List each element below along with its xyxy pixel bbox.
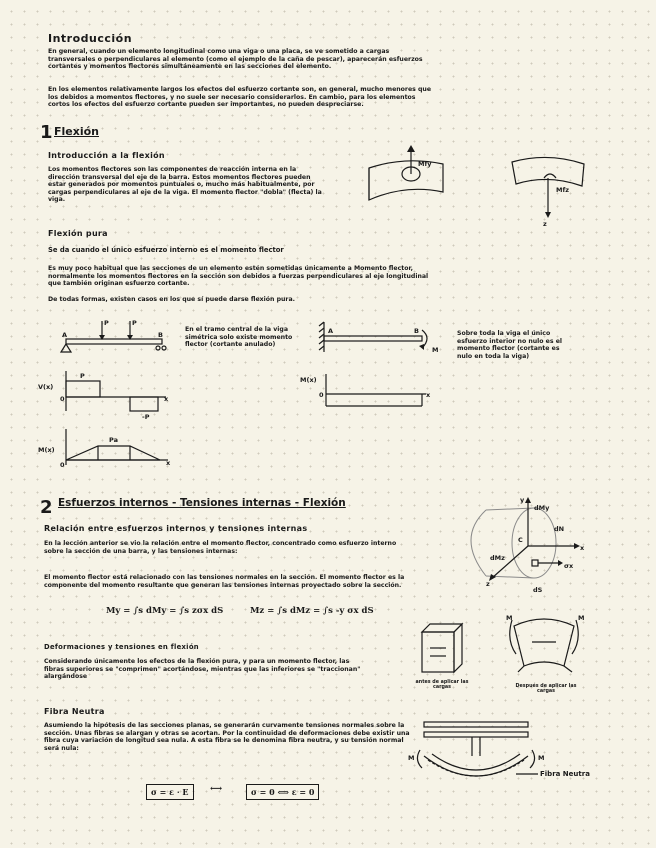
shear-x-label: x — [164, 395, 169, 403]
moment-pa-label: Pa — [109, 436, 118, 444]
cantilever-b: B — [414, 327, 419, 335]
equation-box-hooke: σ = ε · E — [146, 784, 194, 800]
flexion-pura-cases: De todas formas, existen casos en los que sí puede darse flexión pura. — [48, 296, 295, 303]
moment-right-label: M — [578, 614, 585, 622]
flexion-pura-definition: Se da cuando el único esfuerzo interno es el momento flector — [48, 246, 284, 254]
moment-zero: 0 — [60, 461, 65, 469]
fig-c-label: C — [518, 536, 523, 544]
cantilever-a: A — [328, 327, 334, 335]
shear-axis-label: V(x) — [38, 383, 54, 391]
cantilever-beam-figure — [300, 318, 448, 408]
fig-z-axis: z — [486, 580, 490, 588]
fig-sigma-x: σx — [564, 562, 574, 570]
equation-mz: Mz = ∫s dMz = ∫s -y σx dS — [250, 606, 374, 616]
load-p-1: P — [104, 319, 109, 327]
cantilever-zero: 0 — [319, 391, 324, 399]
curved-beam-mfy-figure — [365, 148, 455, 218]
fig-x-axis: x — [580, 544, 585, 552]
section-1-title: Flexión — [54, 125, 99, 138]
fig-dmy: dMy — [534, 504, 550, 512]
beam-support-a: A — [62, 331, 68, 339]
flexion-intro-paragraph: Los momentos flectores son las componentes de reacción interna en la dirección transversal del eje de la barra. Estos momentos flectores pueden estar generados por momentos puntuales o, mucho más habitualmente, por cargas perpendiculares al eje de la viga. El momento flector "dobla" (flecta) la viga. — [48, 166, 322, 204]
neutral-fiber-figure — [406, 716, 556, 796]
block-after-load — [502, 612, 592, 682]
mfy-label: Mfy — [418, 160, 432, 168]
neutral-fig-m-left: M — [408, 754, 415, 762]
equation-my: My = ∫s dMy = ∫s zσx dS — [106, 606, 224, 616]
equation-box-neutral: σ = 0 ⟺ ε = 0 — [246, 784, 319, 800]
relacion-paragraph-1: En la lección anterior se vio la relación entre el momento flector, concentrado como esfuerzo interno sobre la sección de una barra, y las tensiones internas: — [44, 540, 397, 555]
neutral-fig-m-right: M — [538, 754, 545, 762]
mfz-label: Mfz — [556, 186, 570, 194]
section-1-number: 1 — [40, 122, 53, 143]
flexion-intro-heading: Introducción a la flexión — [48, 151, 165, 160]
moment-x-label: x — [166, 459, 171, 467]
fibra-neutra-paragraph: Asumiendo la hipótesis de las secciones planas, se generarán curvamente tensiones normales sobre la sección. Unas fibras se alargan y otras se acortan. Por la continuidad de deformaciones debe existir una fibra cuya variación de longitud sea nula. A esta fibra se le denomina fibra neutra, y su tensión normal será nula: — [44, 722, 410, 752]
shear-zero: 0 — [60, 395, 65, 403]
caption-after-load: Después de aplicar las cargas — [515, 684, 577, 694]
fig-dmz: dMz — [490, 554, 505, 562]
deformaciones-paragraph: Considerando únicamente los efectos de la flexión pura, y para un momento flector, las fibras superiores se "comprimen" acortándose, mientras que las inferiores se "traccionan" alargándose — [44, 658, 361, 681]
fig-dn: dN — [554, 525, 565, 533]
intro-paragraph-2: En los elementos relativamente largos los efectos del esfuerzo cortante son, en general, mucho menores que los debidos a momentos flectores, y no suele ser necesario considerarlos. En cambio, para los elementos cortos los efectos del esfuerzo cortante pueden ser importantes, no pueden despreciarse. — [48, 86, 432, 109]
caption-before-load: antes de aplicar las cargas — [415, 680, 469, 690]
shear-neg-p-label: -P — [142, 413, 150, 421]
relacion-paragraph-2: El momento flector está relacionado con las tensiones normales en la sección. El momento flector es la componente del momento resultante que generan las tensiones internas proyectado sobre la sección. — [44, 574, 405, 589]
fig-ds: dS — [533, 586, 543, 594]
moment-left-label: M — [506, 614, 513, 622]
intro-title: Introducción — [48, 32, 133, 45]
curved-beam-mfz-figure — [508, 152, 598, 232]
flexion-pura-paragraph: Es muy poco habitual que las secciones de un elemento estén sometidas únicamente a Momento flector, normalmente los momentos flectores en la sección son debidos a fuerzas perpendiculares al eje longitudinal que también originan esfuerzo cortante. — [48, 265, 429, 288]
cross-section-stress-figure — [456, 498, 626, 598]
fig-y-axis: y — [520, 496, 525, 504]
fibra-neutra-label: Fibra Neutra — [540, 770, 590, 778]
cantilever-m: M — [432, 346, 439, 354]
simply-supported-beam-figure — [36, 315, 176, 475]
z-axis-label: z — [543, 220, 547, 228]
shear-p-label: P — [80, 372, 85, 380]
fibra-neutra-heading: Fibra Neutra — [44, 707, 105, 716]
intro-paragraph-1: En general, cuando un elemento longitudinal como una viga o una placa, se ve sometido a cargas transversales o perpendiculares al elemento (como el ejemplo de la caña de pescar), aparecerán esfuerzos cortantes y momentos flectores simultáneamente en las secciones del elemento. — [48, 48, 423, 71]
load-p-2: P — [132, 319, 137, 327]
cantilever-note: Sobre toda la viga el único esfuerzo interior no nulo es el momento flector (cortante es nulo en toda la viga) — [457, 330, 563, 360]
section-2-number: 2 — [40, 497, 53, 518]
deformaciones-heading: Deformaciones y tensiones en flexión — [44, 643, 199, 651]
beam-note: En el tramo central de la viga simétrica solo existe momento flector (cortante anulado) — [185, 326, 293, 349]
relacion-heading: Relación entre esfuerzos internos y tensiones internas — [44, 524, 308, 533]
cantilever-moment-axis: M(x) — [300, 376, 317, 384]
cantilever-x: x — [426, 391, 431, 399]
section-2-title: Esfuerzos internos - Tensiones internas - Flexión — [58, 497, 346, 509]
moment-axis-label: M(x) — [38, 446, 55, 454]
equation-arrow: ⟷ — [210, 784, 223, 794]
flexion-pura-heading: Flexión pura — [48, 229, 108, 238]
block-before-load — [418, 620, 468, 680]
beam-support-b: B — [158, 331, 163, 339]
